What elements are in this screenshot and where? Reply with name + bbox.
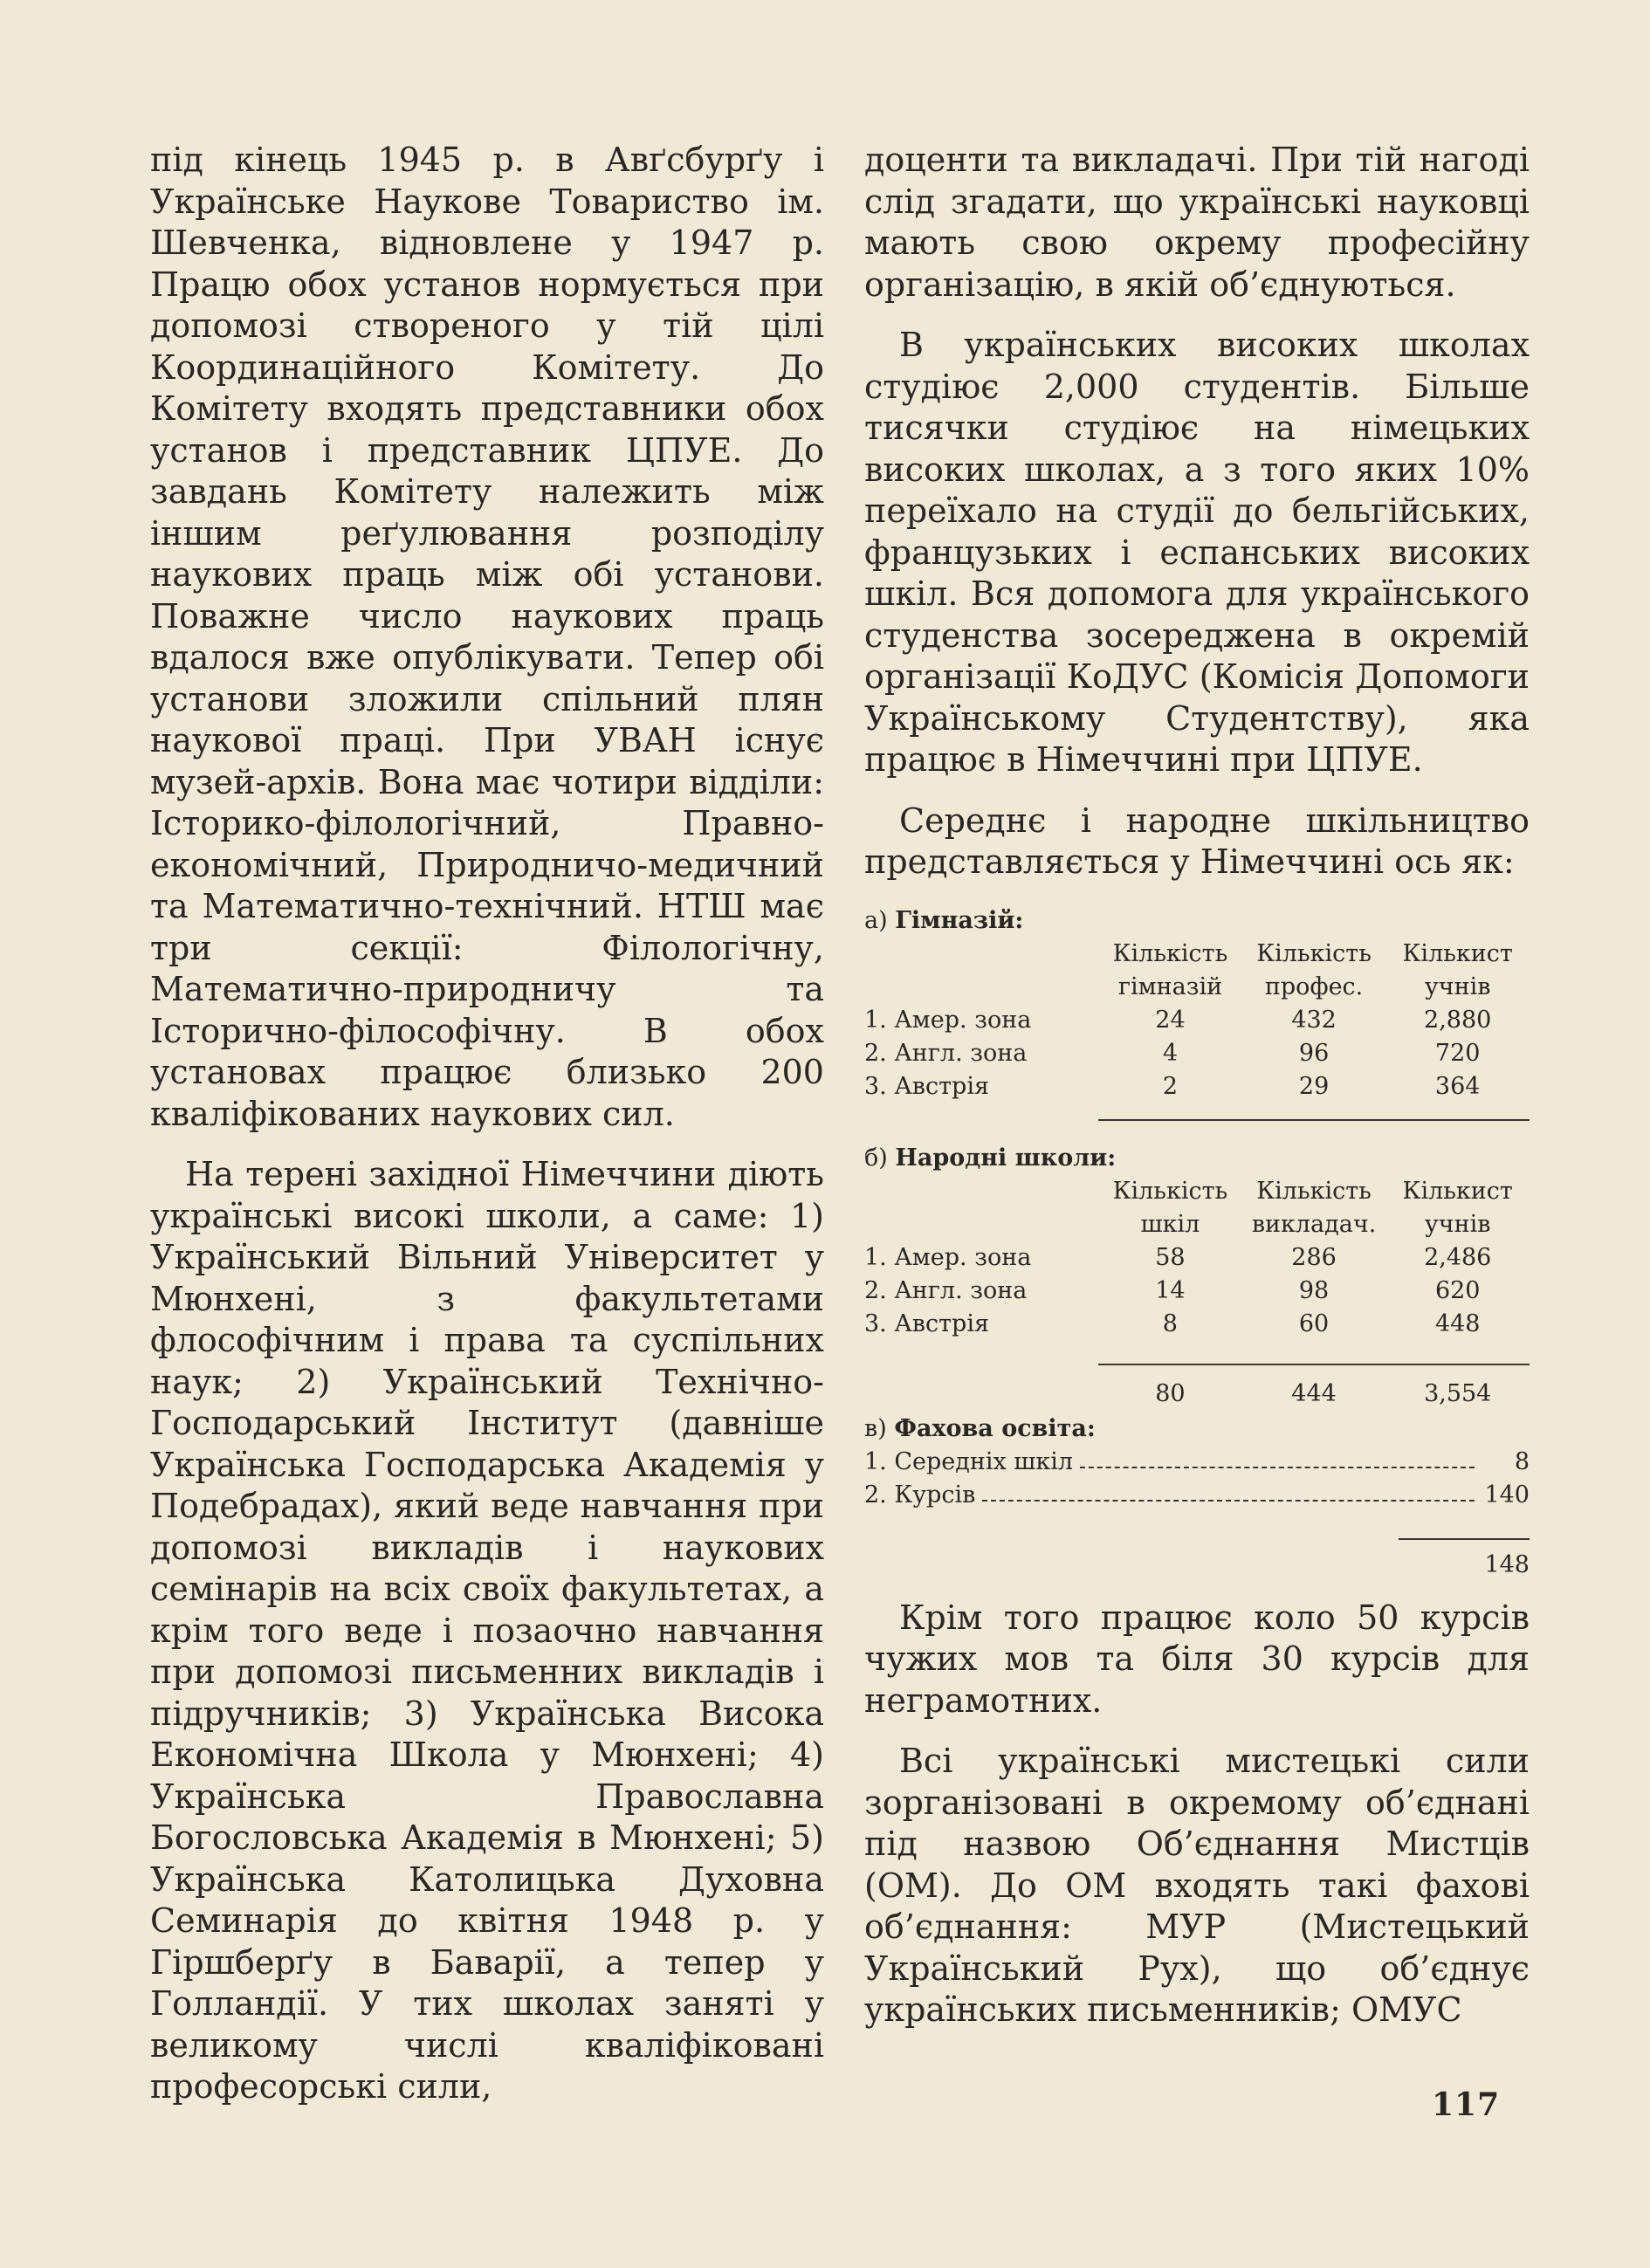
total-cell: 3,554 — [1424, 1379, 1492, 1407]
table-header-row — [864, 1208, 1530, 1241]
table-c-title: Фахова освіта: — [894, 1414, 1096, 1442]
row-value: 140 — [1484, 1481, 1530, 1509]
total-cell: 444 — [1291, 1379, 1337, 1407]
table-c-prefix: в) — [864, 1414, 887, 1442]
table-primary-schools — [864, 1175, 1530, 1411]
table-row — [864, 1004, 1530, 1037]
column-header: учнів — [1424, 1210, 1491, 1238]
table-row — [864, 1070, 1530, 1103]
paragraph: доценти та викладачі. При тій нагоді слід згадати, що українські науковці мають свою окрему професійну організацію, в якій об’єднуються. — [864, 141, 1530, 304]
column-header: Кількість — [1256, 939, 1372, 967]
table-header-row — [864, 1175, 1530, 1208]
leader-line — [1080, 1446, 1475, 1468]
cell: 720 — [1434, 1039, 1481, 1067]
cell: 364 — [1434, 1072, 1481, 1100]
table-b-heading — [864, 1142, 1530, 1175]
row-label: 2. Англ. зона — [864, 1039, 1028, 1067]
cell: 58 — [1155, 1243, 1186, 1271]
table-c-heading — [864, 1412, 1530, 1446]
left-column — [150, 140, 824, 2127]
table-total-row — [864, 1378, 1530, 1411]
row-label: 3. Австрія — [864, 1072, 990, 1100]
total-value: 148 — [1484, 1550, 1530, 1578]
table-b-prefix: б) — [864, 1144, 888, 1172]
paragraph: Крім того працює коло 50 курсів чужих мов та біля 30 курсів для неграмотних. — [864, 1598, 1530, 1720]
cell: 286 — [1291, 1243, 1337, 1271]
column-header: Кількість — [1112, 1177, 1228, 1205]
right-column — [864, 140, 1530, 2051]
cell: 98 — [1298, 1276, 1330, 1304]
dotted-row — [864, 1446, 1530, 1479]
row-label: 3. Австрія — [864, 1309, 990, 1337]
cell: 620 — [1434, 1276, 1481, 1304]
table-a-title: Гімназій: — [895, 906, 1024, 934]
table-rule — [1098, 1119, 1530, 1121]
table-row — [864, 1241, 1530, 1275]
column-header: профес. — [1264, 972, 1364, 1000]
table-a-heading — [864, 904, 1530, 938]
table-gymnasiums — [864, 938, 1530, 1121]
cell: 24 — [1155, 1006, 1186, 1034]
table-a-prefix: а) — [864, 906, 888, 934]
paragraph: Середнє і народне шкільництво представляється у Німеччині ось як: — [864, 801, 1530, 881]
cell: 448 — [1434, 1309, 1481, 1337]
paragraph: На терені західної Німеччини діють українські високі школи, а саме: 1) Український Вільний Університет у Мюнхені, з факультетами флософічним і права та суспільних наук; 2) Український Технічно-Господарський Інститут (давніше Українська Господарська Академія у Подебрадах), який веде навчання при допомозі викладів і наукових семінарів на всіх своїх факультетах, а крім того веде і позаочно навчання при допомозі письменних викладів і підручників; 3) Українська Висока Економічна Школа у Мюнхені; 4) Українська Православна Богословська Академія в Мюнхені; 5) Українська Католицька Духовна Семинарія до квітня 1948 р. у Гіршберґу в Баварії, а тепер у Голландії. У тих школах заняті у великому числі кваліфіковані професорські сили, — [150, 1155, 824, 2106]
paragraph: В українських високих школах студіює 2,000 студентів. Більше тисячки студіює на німецьких високих школах, а з того яких 10% переїхало на студії до бельгійських, французьких і еспанських високих шкіл. Вся допомога для українського студенства зосереджена в окремій організації КоДУС (Комісія Допомоги Українському Студентству), яка працює в Німеччині при ЦПУЕ. — [864, 326, 1530, 779]
column-header: Кількість — [1256, 1177, 1372, 1205]
column-header: гімназій — [1117, 972, 1223, 1000]
column-header: шкіл — [1140, 1210, 1200, 1238]
column-header: Кількист — [1402, 1177, 1513, 1205]
row-label: 1. Амер. зона — [864, 1243, 1032, 1271]
cell: 29 — [1298, 1072, 1330, 1100]
cell: 432 — [1291, 1006, 1337, 1034]
row-label: 2. Англ. зона — [864, 1276, 1028, 1304]
cell: 8 — [1162, 1309, 1178, 1337]
column-header: Кількість — [1112, 939, 1228, 967]
cell: 2,486 — [1424, 1243, 1492, 1271]
row-label: 1. Амер. зона — [864, 1006, 1032, 1034]
cell: 14 — [1155, 1276, 1186, 1304]
leader-line — [982, 1479, 1475, 1502]
cell: 60 — [1298, 1309, 1330, 1337]
cell: 96 — [1298, 1039, 1330, 1067]
cell: 4 — [1162, 1039, 1179, 1067]
table-rule — [1399, 1538, 1530, 1540]
cell: 2,880 — [1424, 1006, 1492, 1034]
cell: 2 — [1162, 1072, 1179, 1100]
page-number: 117 — [1432, 2086, 1501, 2123]
dotted-row — [864, 1479, 1530, 1512]
row-value: 8 — [1514, 1447, 1530, 1475]
table-row — [864, 1275, 1530, 1308]
row-label: 1. Середніх шкіл — [864, 1447, 1074, 1475]
column-header: учнів — [1424, 972, 1491, 1000]
table-rule — [1098, 1364, 1530, 1365]
paragraph: під кінець 1945 р. в Авґсбурґу і Українське Наукове Товариство ім. Шевченка, відновлене у 1947 р. Працю обох установ нормується при допомозі створеного у тій цілі Координаційного Комітету. До Комітету входять представники обох установ і представник ЦПУЕ. До завдань Комітету належить між іншим реґулювання розподілу наукових праць між обі установи. Поважне число наукових праць вдалося вже опублікувати. Тепер обі установи зложили спільний плян наукової праці. При УВАН існує музей-архів. Вона має чотири відділи: Історико-філологічний, Правно-економічний, Природничо-медичний та Математично-технічний. НТШ має три секції: Філологічну, Математично-природничу та Історично-філософічну. В обох установах працює близько 200 кваліфікованих наукових сил. — [150, 141, 824, 1133]
row-label: 2. Курсів — [864, 1481, 976, 1509]
column-header: викладач. — [1251, 1210, 1377, 1238]
paragraph: Всі українські мистецькі сили зорганізовані в окремому об’єднані під назвою Об’єднання Мистців (ОМ). До ОМ входять такі фахові об’єднання: МУР (Мистецький Український Рух), що об’єднує українських письменників; ОМУС — [864, 1742, 1530, 2029]
table-header-row — [864, 971, 1530, 1004]
table-row — [864, 1037, 1530, 1070]
table-header-row — [864, 938, 1530, 971]
column-header: Кількист — [1402, 939, 1513, 967]
table-b-title: Народні школи: — [895, 1144, 1117, 1172]
table-row — [864, 1308, 1530, 1341]
total-cell: 80 — [1155, 1379, 1186, 1407]
